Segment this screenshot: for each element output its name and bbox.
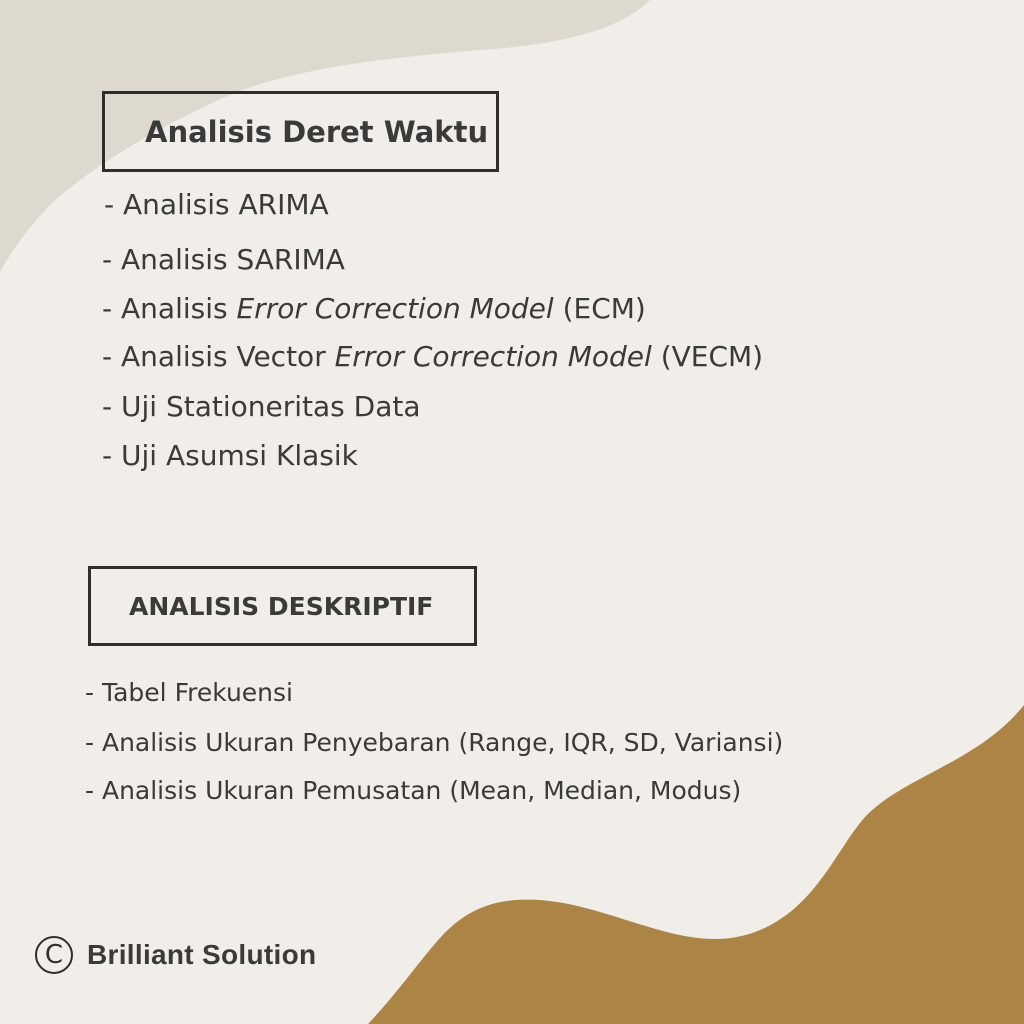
list-item: - Analisis ARIMA bbox=[104, 188, 329, 221]
list-item: - Uji Asumsi Klasik bbox=[102, 439, 358, 472]
list-item: - Analisis Ukuran Penyebaran (Range, IQR, SD, Variansi) bbox=[85, 728, 784, 757]
list-item: - Tabel Frekuensi bbox=[85, 678, 293, 707]
list-item: - Analisis Vector Error Correction Model (VECM) bbox=[102, 340, 764, 373]
list-item: - Analisis Ukuran Pemusatan (Mean, Median, Modus) bbox=[85, 776, 742, 805]
section-heading-label: ANALISIS DESKRIPTIF bbox=[129, 591, 434, 621]
list-item: - Analisis SARIMA bbox=[102, 243, 345, 276]
footer-brand bbox=[35, 936, 316, 974]
brand-name: Brilliant Solution bbox=[87, 939, 317, 970]
list-item: - Analisis Error Correction Model (ECM) bbox=[102, 292, 646, 325]
copyright-icon: C bbox=[35, 936, 73, 974]
section-heading-deskriptif bbox=[88, 566, 477, 646]
list-item: - Uji Stationeritas Data bbox=[102, 390, 421, 423]
section-heading-label: Analisis Deret Waktu bbox=[145, 114, 489, 149]
section-heading-deret-waktu bbox=[102, 91, 499, 172]
